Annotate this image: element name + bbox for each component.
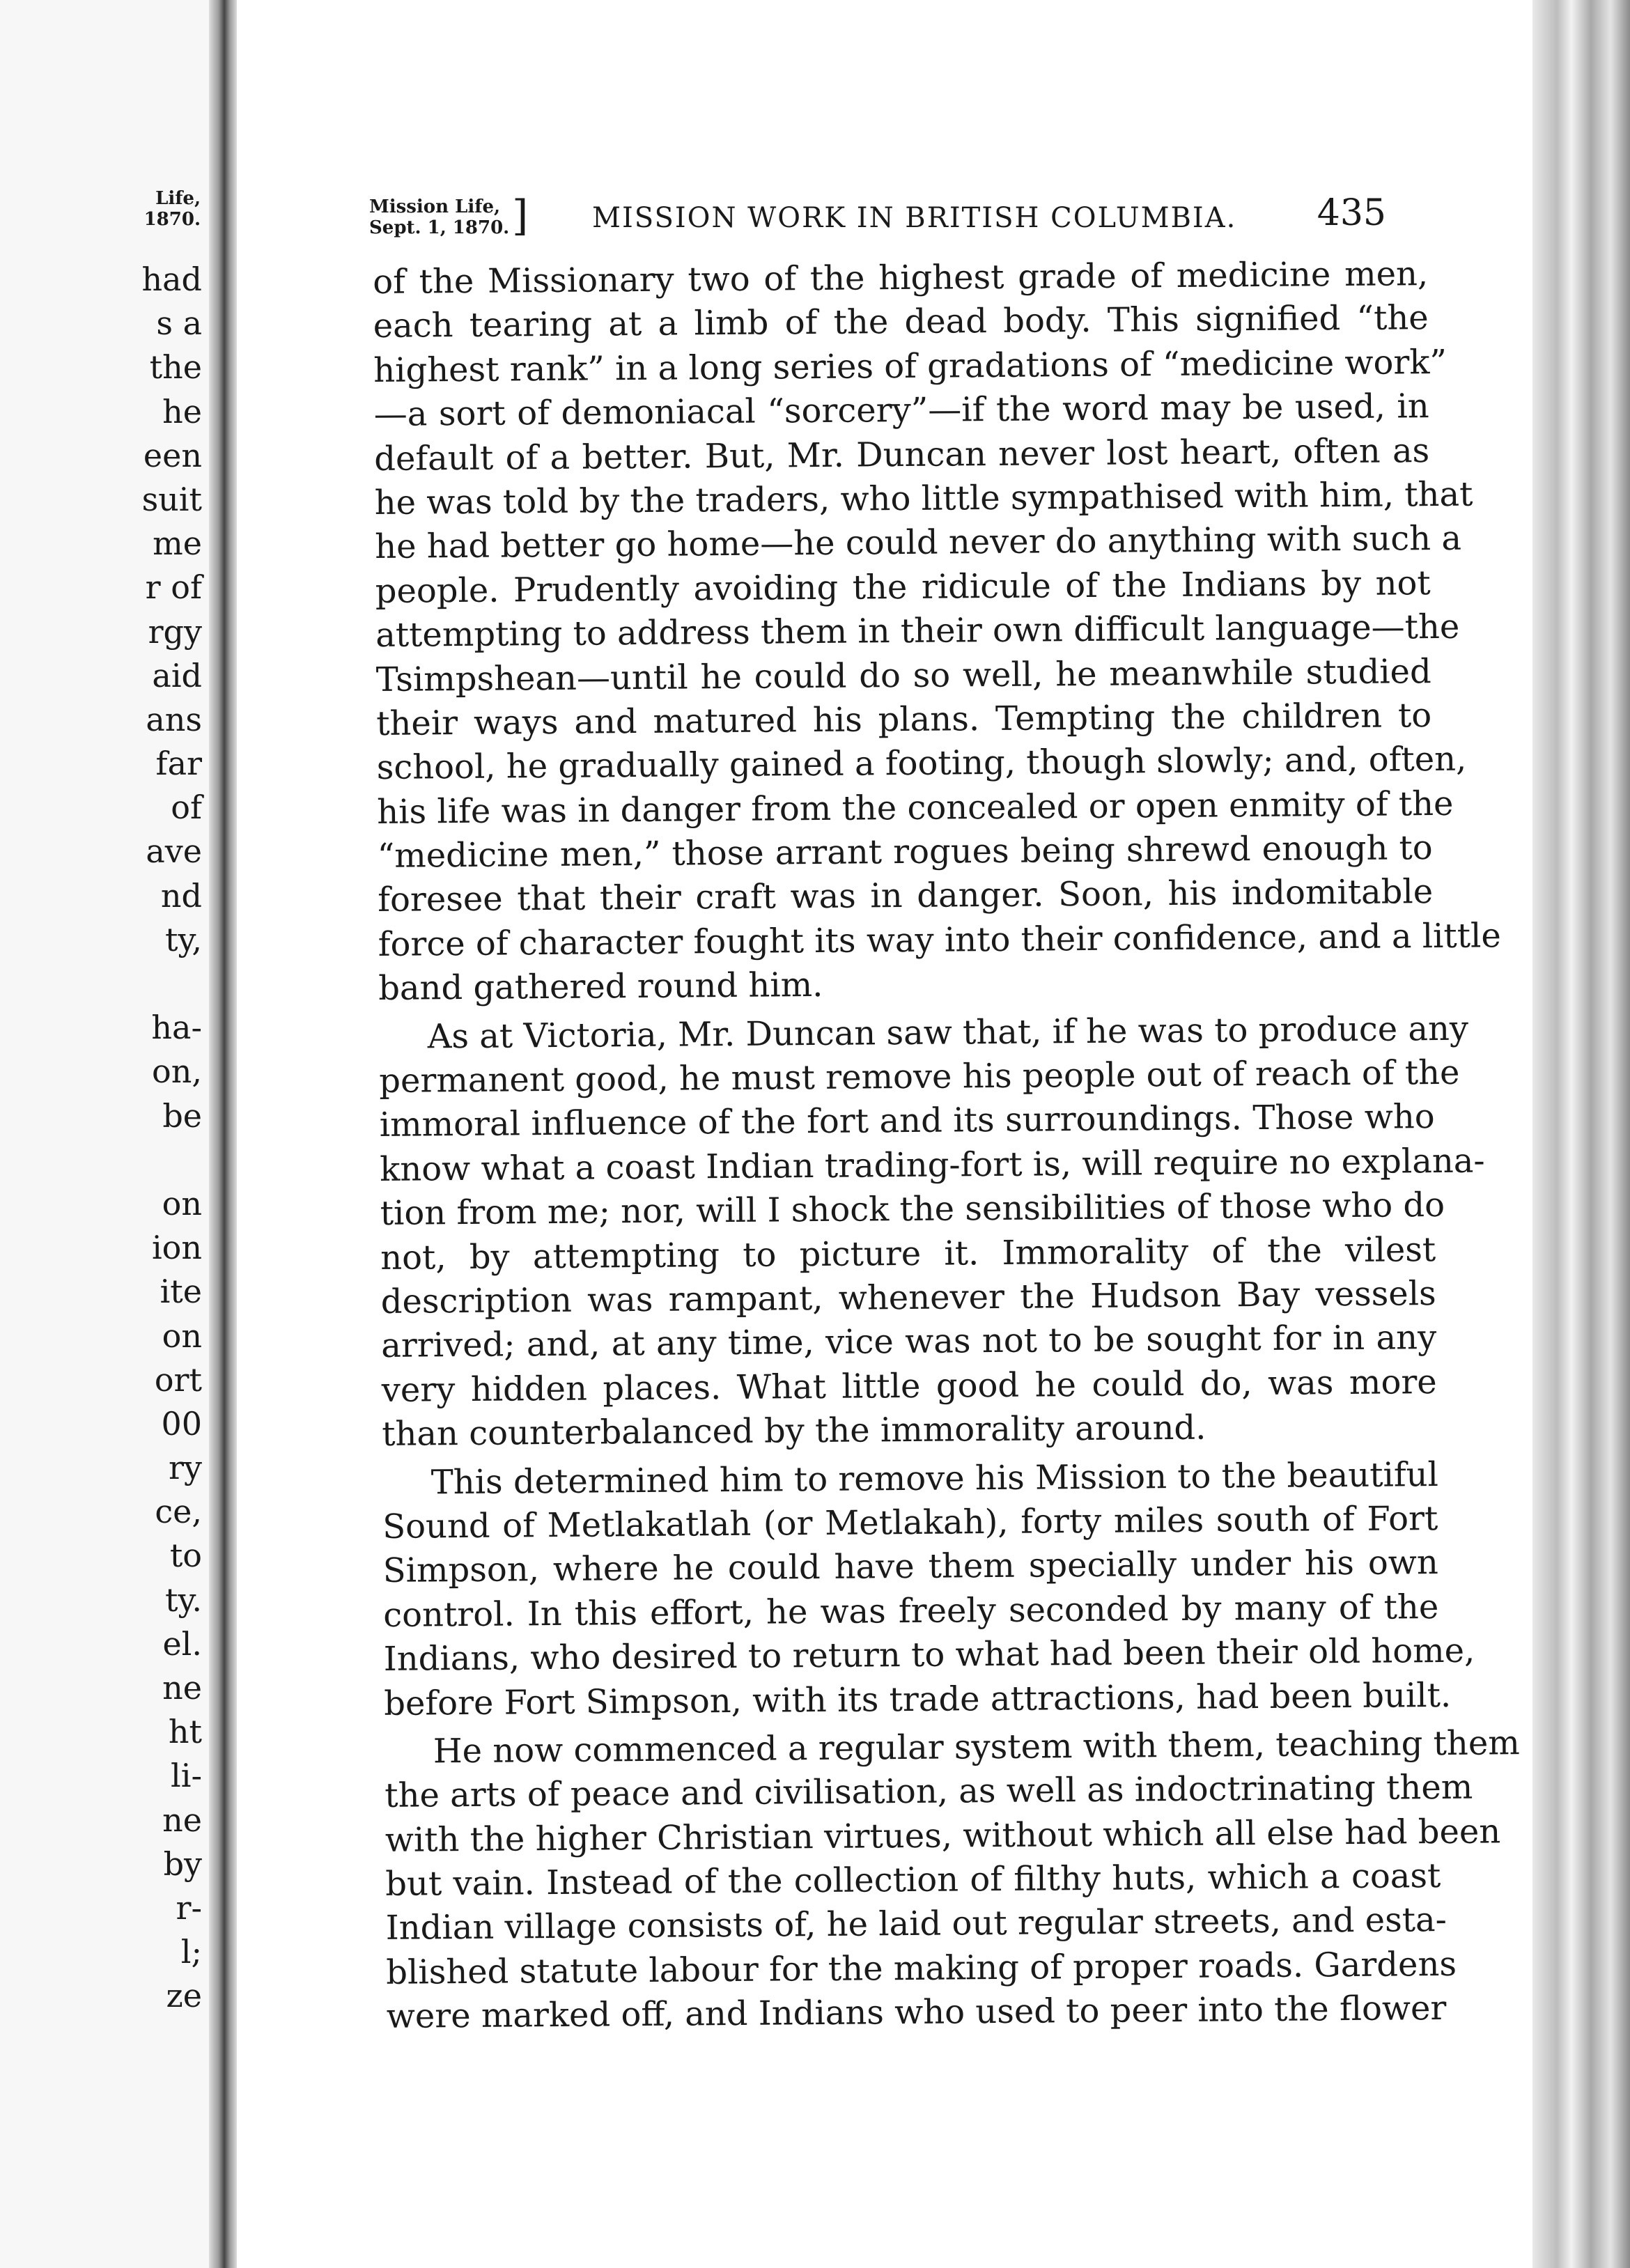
left-page-line-fragment: r- bbox=[176, 1888, 202, 1927]
header-fragment-line: Life, bbox=[155, 188, 201, 209]
left-page-line-fragment: ne bbox=[162, 1801, 202, 1839]
text-line: he had better go home—he could never do anything with such a bbox=[375, 519, 1462, 567]
left-page bbox=[0, 0, 209, 2268]
left-page-line-fragment: s a bbox=[156, 304, 202, 343]
left-page-line-fragment: l; bbox=[180, 1933, 202, 1971]
left-page-line-fragment: ite bbox=[160, 1273, 202, 1311]
left-page-line-fragments bbox=[142, 258, 203, 2019]
running-head-bracket: ] bbox=[512, 192, 529, 240]
left-page-header-fragment bbox=[144, 188, 201, 230]
left-page-line-fragment: ty, bbox=[165, 920, 202, 958]
text-line: his life was in danger from the concealed or open enmity of the bbox=[376, 784, 1454, 832]
left-page-line-fragment: suit bbox=[141, 480, 202, 518]
text-line: —a sort of demoniacal “sorcery”—if the word may be used, in bbox=[373, 387, 1429, 435]
paragraph bbox=[382, 1453, 1475, 1726]
left-page-line-fragment: on bbox=[162, 1184, 202, 1222]
text-line: he was told by the traders, who little sympathised with him, that bbox=[374, 474, 1473, 522]
running-head-source-line2: Sept. 1, 1870. bbox=[369, 217, 510, 238]
left-page-line-fragment bbox=[142, 1138, 203, 1182]
running-head-title: MISSION WORK IN BRITISH COLUMBIA. bbox=[592, 202, 1237, 234]
text-line: band gathered round him. bbox=[378, 965, 823, 1009]
header-fragment-line: 1870. bbox=[143, 209, 201, 230]
text-line: their ways and matured his plans. Tempting the children to bbox=[376, 695, 1432, 743]
text-line: school, he gradually gained a footing, though slowly; and, often, bbox=[376, 739, 1467, 788]
running-head bbox=[369, 188, 1386, 244]
text-line: than counterbalanced by the immorality around. bbox=[382, 1408, 1206, 1454]
text-line: control. In this effort, he was freely seconded by many of the bbox=[383, 1587, 1439, 1635]
left-page-line-fragment: ry bbox=[169, 1449, 202, 1487]
text-line: blished statute labour for the making of proper roads. Gardens bbox=[386, 1944, 1457, 1992]
text-line: Tsimpshean—until he could do so well, he meanwhile studied bbox=[375, 651, 1431, 699]
text-line: not, by attempting to picture it. Immorality of the vilest bbox=[380, 1229, 1436, 1277]
left-page-line-fragment bbox=[142, 962, 203, 1006]
left-page-line-fragment: aid bbox=[152, 656, 202, 694]
left-page-line-fragment: the bbox=[149, 348, 202, 387]
text-line: know what a coast Indian trading-fort is, will require no explana- bbox=[380, 1141, 1485, 1189]
text-line: description was rampant, whenever the Hudson Bay vessels bbox=[380, 1274, 1436, 1321]
paragraph bbox=[373, 252, 1501, 1011]
text-line: force of character fought its way into their confidence, and a little bbox=[378, 916, 1501, 964]
left-page-line-fragment: to bbox=[169, 1537, 202, 1575]
left-page-line-fragment: ze bbox=[166, 1977, 202, 2015]
left-page-line-fragment: ha- bbox=[151, 1009, 202, 1047]
left-page-line-fragment: ion bbox=[151, 1229, 202, 1267]
left-page-line-fragment: on bbox=[162, 1316, 202, 1355]
text-line: “medicine men,” those arrant rogues being shrewd enough to bbox=[377, 828, 1433, 876]
text-line: arrived; and, at any time, vice was not to be sought for in any bbox=[381, 1318, 1437, 1366]
text-line: with the higher Christian virtues, without which all else had been bbox=[385, 1812, 1501, 1860]
text-line: of the Missionary two of the highest grade of medicine men, bbox=[373, 254, 1429, 302]
text-line: As at Victoria, Mr. Duncan saw that, if he was to produce any bbox=[427, 1009, 1469, 1057]
text-line: attempting to address them in their own difficult language—the bbox=[375, 607, 1460, 655]
text-line: the arts of peace and civilisation, as well as indoctrinating them bbox=[385, 1767, 1473, 1816]
paragraph bbox=[379, 1007, 1485, 1457]
left-page-line-fragment: li- bbox=[171, 1757, 202, 1795]
left-page-line-fragment: me bbox=[153, 525, 202, 563]
text-line: Sound of Metlakatlah (or Metlakah), forty miles south of Fort bbox=[382, 1498, 1438, 1546]
left-page-line-fragment: of bbox=[171, 789, 202, 827]
left-page-line-fragment: ne bbox=[162, 1669, 202, 1707]
text-line: This determined him to remove his Mission to the beautiful bbox=[430, 1454, 1439, 1502]
body-text bbox=[373, 252, 1520, 2039]
text-line: He now commenced a regular system with them, teaching them bbox=[433, 1723, 1520, 1771]
text-line: were marked off, and Indians who used to peer into the flower bbox=[386, 1989, 1447, 2037]
left-page-line-fragment: nd bbox=[160, 876, 202, 915]
page-edges bbox=[1532, 0, 1630, 2268]
left-page-line-fragment: ty. bbox=[165, 1580, 202, 1619]
text-line: each tearing at a limb of the dead body. This signified “the bbox=[373, 298, 1429, 346]
text-line: very hidden places. What little good he could do, was more bbox=[381, 1362, 1437, 1410]
text-line: foresee that their craft was in danger. Soon, his indomitable bbox=[377, 872, 1434, 920]
text-line: Indian village consists of, he laid out regular streets, and esta- bbox=[385, 1900, 1447, 1948]
left-page-line-fragment: een bbox=[143, 436, 202, 474]
left-page-line-fragment: ans bbox=[146, 700, 202, 738]
left-page-line-fragment: el. bbox=[162, 1624, 202, 1663]
text-line: permanent good, he must remove his people out of reach of the bbox=[379, 1053, 1460, 1101]
text-line: people. Prudently avoiding the ridicule of the Indians by not bbox=[375, 563, 1431, 611]
text-line: highest rank” in a long series of gradations of “medicine work” bbox=[373, 342, 1447, 390]
text-line: before Fort Simpson, with its trade attractions, had been built. bbox=[384, 1675, 1452, 1723]
left-page-line-fragment: had bbox=[141, 261, 202, 298]
text-line: Simpson, where he could have them specially under his own bbox=[382, 1543, 1438, 1591]
left-page-line-fragment: ht bbox=[168, 1713, 202, 1751]
left-page-line-fragment: 00 bbox=[161, 1404, 202, 1443]
text-line: tion from me; nor, will I shock the sensibilities of those who do bbox=[380, 1186, 1445, 1234]
left-page-line-fragment: rgy bbox=[148, 612, 202, 651]
left-page-line-fragment: ort bbox=[154, 1360, 202, 1399]
left-page-line-fragment: on, bbox=[152, 1053, 202, 1091]
running-head-source bbox=[369, 196, 509, 238]
left-page-line-fragment: ave bbox=[146, 832, 202, 871]
left-page-line-fragment: r of bbox=[145, 568, 202, 607]
left-page-line-fragment: be bbox=[162, 1096, 202, 1135]
left-page-line-fragment: he bbox=[162, 392, 202, 430]
running-head-source-line1: Mission Life, bbox=[369, 196, 501, 217]
left-page-line-fragment: ce, bbox=[155, 1493, 202, 1531]
left-page-line-fragment: by bbox=[163, 1844, 202, 1883]
book-gutter bbox=[209, 0, 237, 2268]
page-number: 435 bbox=[1317, 192, 1386, 234]
text-line: but vain. Instead of the collection of filthy huts, which a coast bbox=[385, 1856, 1441, 1904]
text-line: immoral influence of the fort and its surroundings. Those who bbox=[379, 1097, 1435, 1145]
text-line: Indians, who desired to return to what had been their old home, bbox=[383, 1631, 1475, 1679]
paragraph bbox=[385, 1722, 1520, 2040]
left-page-line-fragment: far bbox=[155, 745, 202, 783]
text-line: default of a better. But, Mr. Duncan never lost heart, often as bbox=[374, 430, 1430, 479]
